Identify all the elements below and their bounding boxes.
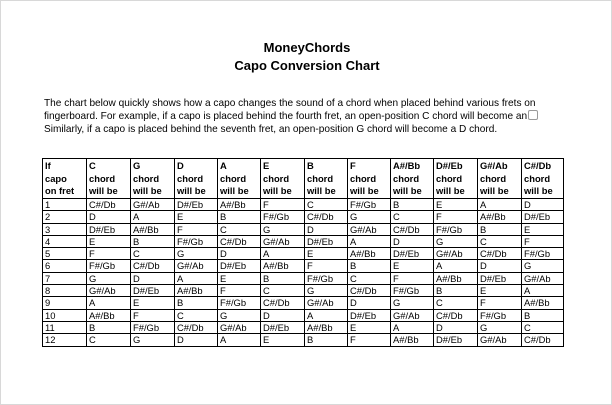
chord-cell: C [218, 223, 261, 235]
header-text: chord [89, 172, 116, 184]
chord-cell: G#/Ab [522, 272, 564, 284]
header-chord-column [391, 159, 434, 199]
header-text: will be [524, 185, 553, 196]
fret-number-cell: 1 [43, 199, 87, 211]
header-text: will be [350, 185, 379, 196]
chord-cell: G [478, 321, 522, 333]
table-row [43, 260, 564, 272]
chord-cell: B [305, 334, 348, 346]
chord-cell: E [87, 235, 131, 247]
intro-line: The chart below quickly shows how a capo changes the sound of a chord when placed behind various frets on [44, 98, 536, 109]
chord-cell: D [348, 297, 391, 309]
table-row [43, 199, 564, 211]
header-text: will be [393, 185, 422, 196]
chord-cell: B [391, 199, 434, 211]
chord-cell: C#/Db [218, 235, 261, 247]
chord-cell: F#/Gb [305, 272, 348, 284]
checkbox-icon[interactable] [528, 110, 538, 120]
header-chord-column [131, 159, 175, 199]
header-text: chord [177, 172, 204, 184]
chord-cell: G [131, 334, 175, 346]
chord-cell: A [522, 285, 564, 297]
chord-cell: D#/Eb [478, 272, 522, 284]
fret-number-cell: 3 [43, 223, 87, 235]
chord-cell: A#/Bb [175, 285, 218, 297]
chord-cell: E [434, 199, 478, 211]
chord-cell: G [305, 285, 348, 297]
chord-cell: A [131, 211, 175, 223]
header-text: F [350, 160, 356, 171]
chord-cell: D#/Eb [218, 260, 261, 272]
chord-cell: F [218, 285, 261, 297]
header-chord-column [87, 159, 131, 199]
chord-cell: G#/Ab [175, 260, 218, 272]
chord-cell: A#/Bb [348, 248, 391, 260]
document-title: MoneyChords [263, 40, 351, 55]
header-text: C [89, 160, 96, 171]
chord-cell: G#/Ab [218, 321, 261, 333]
chord-cell: D [305, 223, 348, 235]
chord-cell: B [131, 235, 175, 247]
chord-cell: G [348, 211, 391, 223]
chord-cell: F [305, 260, 348, 272]
fret-number-cell: 2 [43, 211, 87, 223]
chord-cell: A [348, 235, 391, 247]
header-text: will be [436, 185, 465, 196]
header-chord-column [434, 159, 478, 199]
chord-cell: E [391, 260, 434, 272]
fret-number-cell: 4 [43, 235, 87, 247]
header-chord-column [478, 159, 522, 199]
chord-cell: C [434, 297, 478, 309]
chord-cell: A [175, 272, 218, 284]
chord-cell: A [87, 297, 131, 309]
chord-cell: F#/Gb [434, 223, 478, 235]
header-text: E [263, 160, 270, 171]
chord-cell: E [261, 334, 305, 346]
chord-cell: B [218, 211, 261, 223]
header-capo-fret [43, 159, 87, 199]
header-text: on fret [45, 185, 75, 196]
chord-cell: G [218, 309, 261, 321]
header-text: If [45, 160, 51, 171]
chord-cell: A [478, 199, 522, 211]
chord-cell: B [175, 297, 218, 309]
chord-cell: A#/Bb [478, 211, 522, 223]
chord-cell: C#/Db [478, 248, 522, 260]
header-text: will be [220, 185, 249, 196]
fret-number-cell: 10 [43, 309, 87, 321]
chord-cell: D#/Eb [87, 223, 131, 235]
chord-cell: C [261, 285, 305, 297]
chord-cell: E [218, 272, 261, 284]
chord-cell: D [131, 272, 175, 284]
chord-cell: F#/Gb [478, 309, 522, 321]
table-row [43, 321, 564, 333]
chord-cell: D#/Eb [131, 285, 175, 297]
chord-cell: F [434, 211, 478, 223]
chord-cell: G [261, 223, 305, 235]
chord-cell: C#/Db [131, 260, 175, 272]
chord-cell: B [522, 309, 564, 321]
chord-cell: A#/Bb [305, 321, 348, 333]
header-text: chord [524, 172, 551, 184]
chord-cell: C [478, 235, 522, 247]
chord-cell: A#/Bb [522, 297, 564, 309]
header-text: capo [45, 172, 67, 184]
header-text: chord [350, 172, 377, 184]
chord-cell: G [87, 272, 131, 284]
chord-cell: F#/Gb [261, 211, 305, 223]
chord-cell: C [131, 248, 175, 260]
header-text: chord [263, 172, 290, 184]
chord-cell: G [175, 248, 218, 260]
fret-number-cell: 6 [43, 260, 87, 272]
chord-cell: A [261, 248, 305, 260]
intro-paragraph [44, 97, 584, 136]
header-text: chord [436, 172, 463, 184]
header-chord-column [261, 159, 305, 199]
header-text: C#/Db [524, 160, 552, 171]
header-chord-column [348, 159, 391, 199]
chord-cell: A#/Bb [434, 272, 478, 284]
header-text: chord [133, 172, 160, 184]
chord-cell: B [348, 260, 391, 272]
header-text: will be [263, 185, 292, 196]
header-chord-column [305, 159, 348, 199]
chord-cell: G [391, 297, 434, 309]
chord-cell: G#/Ab [434, 248, 478, 260]
table-row [43, 211, 564, 223]
intro-line: fingerboard. For example, if a capo is placed behind the fourth fret, an open-position C chord will become an [44, 110, 584, 123]
capo-conversion-table [42, 158, 564, 347]
chord-cell: G#/Ab [261, 235, 305, 247]
chord-cell: G#/Ab [131, 199, 175, 211]
header-text: B [307, 160, 314, 171]
chord-cell: B [87, 321, 131, 333]
chord-cell: B [478, 223, 522, 235]
chord-cell: F#/Gb [218, 297, 261, 309]
chord-cell: C [87, 334, 131, 346]
chord-cell: F#/Gb [391, 285, 434, 297]
chord-cell: F#/Gb [131, 321, 175, 333]
chord-cell: A#/Bb [218, 199, 261, 211]
chord-cell: G#/Ab [87, 285, 131, 297]
header-text: G [133, 160, 141, 171]
chord-cell: A [305, 309, 348, 321]
chord-cell: F#/Gb [175, 235, 218, 247]
header-text: G#/Ab [480, 160, 508, 171]
header-text: will be [480, 185, 509, 196]
chord-cell: F [522, 235, 564, 247]
chord-cell: D#/Eb [522, 211, 564, 223]
fret-number-cell: 7 [43, 272, 87, 284]
table-row [43, 285, 564, 297]
chord-cell: F#/Gb [522, 248, 564, 260]
chord-cell: D#/Eb [348, 309, 391, 321]
chord-cell: E [131, 297, 175, 309]
intro-line: Similarly, if a capo is placed behind the seventh fret, an open-position G chord will become a D chord. [44, 124, 498, 135]
chord-cell: F [175, 223, 218, 235]
header-chord-column [175, 159, 218, 199]
chord-cell: B [261, 272, 305, 284]
chord-cell: E [175, 211, 218, 223]
document-subtitle: Capo Conversion Chart [234, 58, 380, 73]
chord-cell: E [522, 223, 564, 235]
header-text: will be [133, 185, 162, 196]
table-body [43, 199, 564, 347]
chord-cell: F [391, 272, 434, 284]
table-row [43, 309, 564, 321]
table-row [43, 272, 564, 284]
header-text: will be [307, 185, 336, 196]
header-chord-column [522, 159, 564, 199]
chord-cell: C#/Db [348, 285, 391, 297]
header-text: A#/Bb [393, 160, 421, 171]
chord-cell: D#/Eb [175, 199, 218, 211]
chord-cell: D [522, 199, 564, 211]
chord-cell: D [434, 321, 478, 333]
header-text: A [220, 160, 227, 171]
chord-cell: C#/Db [305, 211, 348, 223]
header-text: D [177, 160, 184, 171]
chord-cell: C#/Db [87, 199, 131, 211]
fret-number-cell: 5 [43, 248, 87, 260]
chord-cell: D#/Eb [391, 248, 434, 260]
chord-cell: C#/Db [434, 309, 478, 321]
header-text: chord [393, 172, 420, 184]
chord-cell: C [305, 199, 348, 211]
chord-cell: A [218, 334, 261, 346]
chord-cell: E [348, 321, 391, 333]
chord-cell: A#/Bb [261, 260, 305, 272]
chord-cell: G [522, 260, 564, 272]
chord-cell: G#/Ab [478, 334, 522, 346]
header-text: will be [89, 185, 118, 196]
chord-cell: E [478, 285, 522, 297]
header-text: chord [480, 172, 507, 184]
table-row [43, 223, 564, 235]
chord-cell: A [391, 321, 434, 333]
chord-cell: D [391, 235, 434, 247]
chord-cell: F [478, 297, 522, 309]
chord-cell: D#/Eb [261, 321, 305, 333]
chord-cell: A#/Bb [391, 334, 434, 346]
chord-cell: F#/Gb [87, 260, 131, 272]
chord-cell: F [87, 248, 131, 260]
table-header-row [43, 159, 564, 199]
chord-cell: A [434, 260, 478, 272]
header-text: D#/Eb [436, 160, 463, 171]
chord-cell: D [261, 309, 305, 321]
chord-cell: C#/Db [261, 297, 305, 309]
table-row [43, 297, 564, 309]
header-text: will be [177, 185, 206, 196]
chord-cell: C#/Db [175, 321, 218, 333]
header-text: chord [220, 172, 247, 184]
chord-cell: E [305, 248, 348, 260]
chord-cell: F [348, 334, 391, 346]
chord-cell: D#/Eb [305, 235, 348, 247]
chord-cell: D [478, 260, 522, 272]
chord-cell: C [522, 321, 564, 333]
chord-cell: D [87, 211, 131, 223]
chord-cell: C [391, 211, 434, 223]
chord-cell: G#/Ab [348, 223, 391, 235]
table-row [43, 248, 564, 260]
fret-number-cell: 9 [43, 297, 87, 309]
fret-number-cell: 12 [43, 334, 87, 346]
chord-cell: F#/Gb [348, 199, 391, 211]
chord-cell: F [261, 199, 305, 211]
table-row [43, 334, 564, 346]
chord-cell: D#/Eb [434, 334, 478, 346]
fret-number-cell: 8 [43, 285, 87, 297]
header-text: chord [307, 172, 334, 184]
chord-cell: A#/Bb [87, 309, 131, 321]
chord-cell: C [175, 309, 218, 321]
chord-cell: D [218, 248, 261, 260]
chord-cell: C#/Db [522, 334, 564, 346]
chord-cell: B [434, 285, 478, 297]
chord-cell: C [348, 272, 391, 284]
chord-cell: D [175, 334, 218, 346]
chord-cell: A#/Bb [131, 223, 175, 235]
header-chord-column [218, 159, 261, 199]
chord-cell: F [131, 309, 175, 321]
chord-cell: G [434, 235, 478, 247]
chord-cell: G#/Ab [305, 297, 348, 309]
chord-cell: G#/Ab [391, 309, 434, 321]
chord-cell: C#/Db [391, 223, 434, 235]
table-row [43, 235, 564, 247]
fret-number-cell: 11 [43, 321, 87, 333]
